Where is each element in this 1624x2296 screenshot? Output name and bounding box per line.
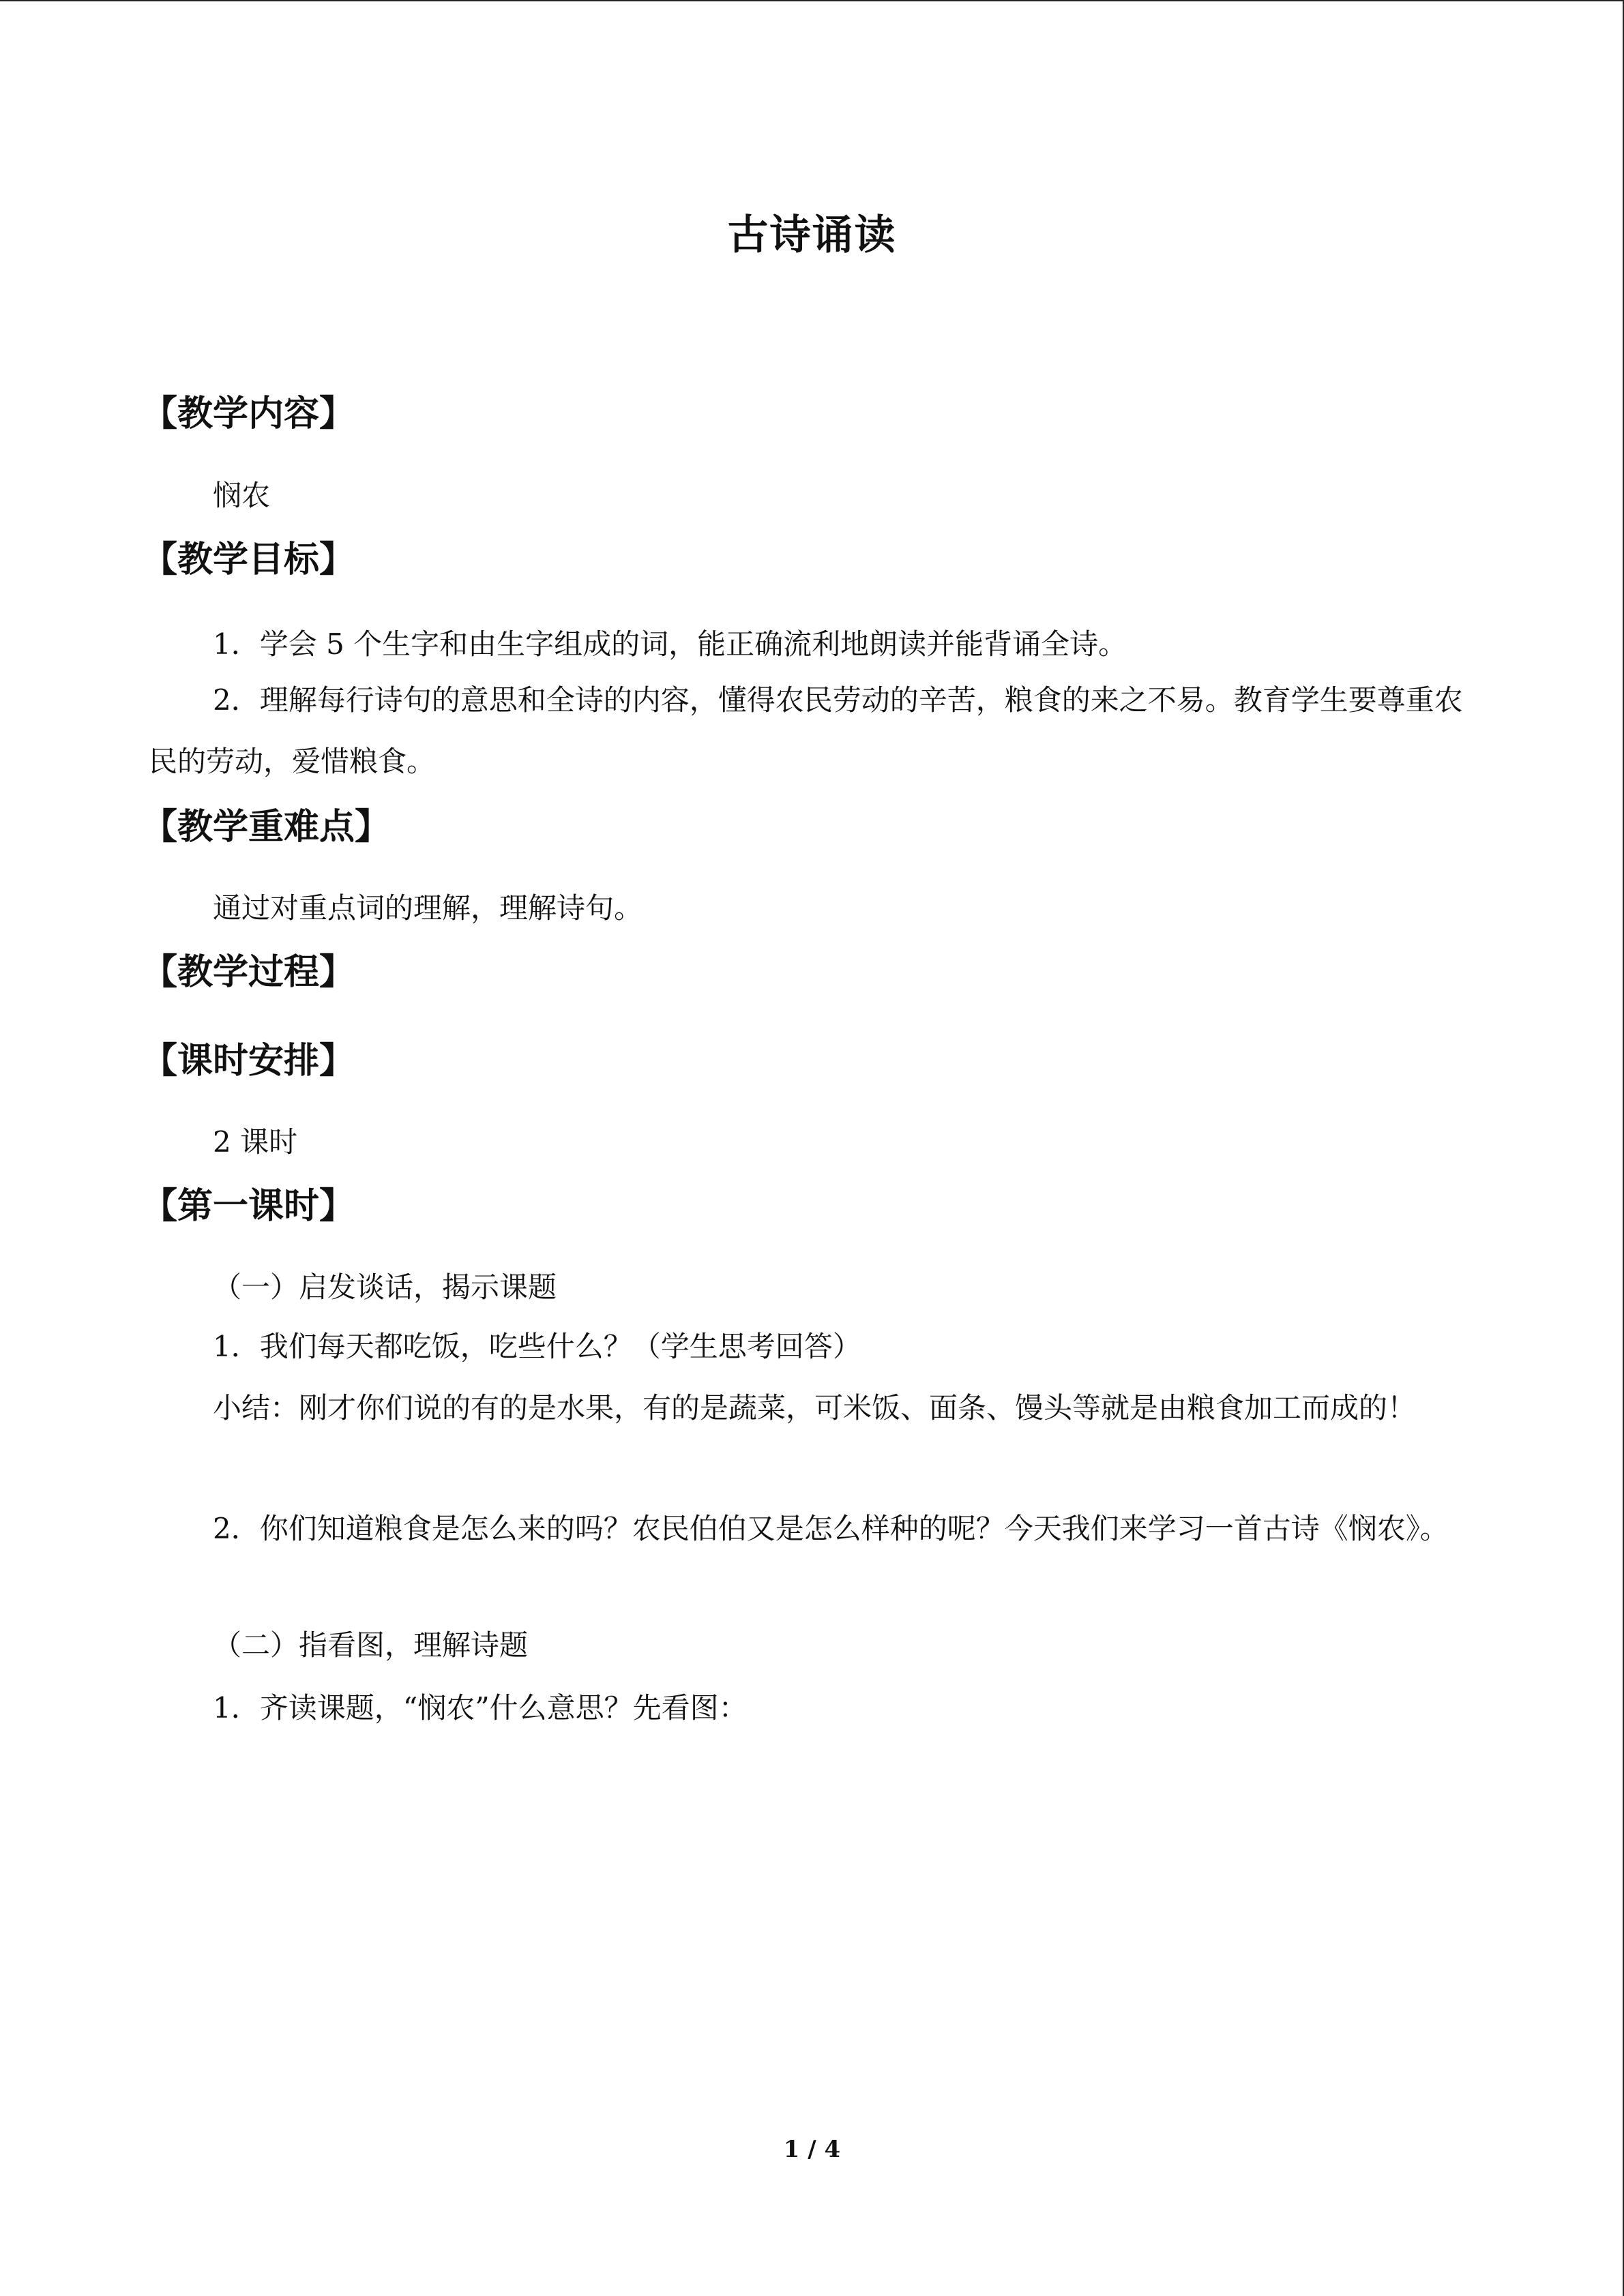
text-goal-1: 1．学会 5 个生字和由生字组成的词，能正确流利地朗读并能背诵全诗。 — [213, 627, 1127, 661]
text-step-1-question-1: 1．我们每天都吃饭，吃些什么？（学生思考回答） — [213, 1330, 861, 1363]
text-goal-2: 2．理解每行诗句的意思和全诗的内容，懂得农民劳动的辛苦，粮食的来之不易。教育学生要尊重农民的劳动，爱惜粮食。 — [149, 683, 1463, 778]
heading-teaching-content: 【教学内容】 — [142, 393, 355, 434]
page-number: 1 / 4 — [783, 2136, 841, 2163]
text-teaching-content: 悯农 — [213, 479, 271, 512]
text-step-1-question-2: 2．你们知道粮食是怎么来的吗？农民伯伯又是怎么样种的呢？今天我们来学习一首古诗《悯农》。 — [213, 1512, 1449, 1545]
page-border-top — [0, 0, 1624, 1]
heading-key-points: 【教学重难点】 — [142, 806, 391, 848]
text-step-2-title: （二）指看图，理解诗题 — [213, 1628, 529, 1662]
heading-teaching-process: 【教学过程】 — [142, 951, 355, 993]
heading-teaching-goals: 【教学目标】 — [142, 539, 355, 580]
document-title: 古诗诵读 — [727, 211, 897, 259]
text-step-1-summary: 小结：刚才你们说的有的是水果，有的是蔬菜，可米饭、面条、馒头等就是由粮食加工而成的！ — [213, 1391, 1417, 1425]
text-key-points: 通过对重点词的理解，理解诗句。 — [213, 891, 643, 925]
text-schedule: 2 课时 — [213, 1125, 298, 1159]
heading-lesson-1: 【第一课时】 — [142, 1185, 355, 1227]
text-step-2-question-1: 1．齐读课题，“悯农”什么意思？先看图： — [213, 1691, 748, 1725]
heading-schedule: 【课时安排】 — [142, 1040, 355, 1082]
text-step-1-title: （一）启发谈话，揭示课题 — [213, 1270, 557, 1304]
